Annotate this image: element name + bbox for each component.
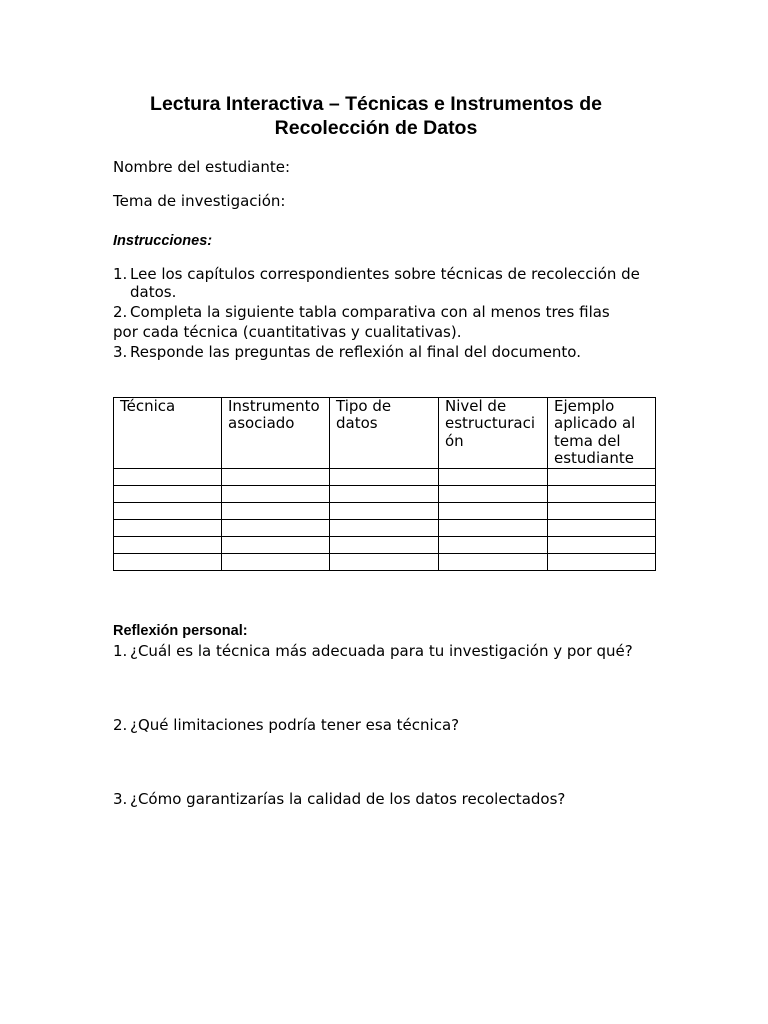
reflection-question-1 <box>113 642 633 660</box>
table-header-cell: Ejemplo aplicado al tema del estudiante <box>548 398 656 469</box>
table-cell[interactable] <box>114 468 222 485</box>
table-cell[interactable] <box>439 519 548 536</box>
table-cell[interactable] <box>330 502 439 519</box>
table-cell[interactable] <box>439 536 548 553</box>
reflection-heading: Reflexión personal: <box>113 623 248 639</box>
question-number: 2. <box>113 716 128 734</box>
table-cell[interactable] <box>114 485 222 502</box>
table-row <box>114 519 656 536</box>
instruction-item-3 <box>113 343 581 361</box>
student-name-label: Nombre del estudiante: <box>113 158 291 176</box>
table-cell[interactable] <box>548 553 656 570</box>
question-number: 3. <box>113 790 128 808</box>
table-cell[interactable] <box>114 536 222 553</box>
table-row <box>114 553 656 570</box>
question-text: ¿Qué limitaciones podría tener esa técnica? <box>130 716 460 734</box>
table-cell[interactable] <box>330 485 439 502</box>
topic-label: Tema de investigación: <box>113 192 286 210</box>
table-cell[interactable] <box>330 519 439 536</box>
reflection-question-3 <box>113 790 565 808</box>
table-cell[interactable] <box>330 468 439 485</box>
document-title-line-2: Recolección de Datos <box>274 117 478 139</box>
table-cell[interactable] <box>439 485 548 502</box>
table-cell[interactable] <box>222 485 330 502</box>
table-header-cell: Nivel de estructuración <box>439 398 548 469</box>
instruction-number: 3. <box>113 343 128 361</box>
instruction-number: 2. <box>113 303 128 321</box>
table-row <box>114 468 656 485</box>
table-row <box>114 485 656 502</box>
table-cell[interactable] <box>222 536 330 553</box>
table-header-row <box>114 398 656 469</box>
table-cell[interactable] <box>548 485 656 502</box>
instruction-text: Lee los capítulos correspondientes sobre técnicas de recolección de <box>130 265 640 283</box>
table-cell[interactable] <box>222 468 330 485</box>
table-cell[interactable] <box>439 502 548 519</box>
table-cell[interactable] <box>330 536 439 553</box>
table-cell[interactable] <box>114 502 222 519</box>
question-text: ¿Cuál es la técnica más adecuada para tu investigación y por qué? <box>130 642 633 660</box>
table-cell[interactable] <box>548 502 656 519</box>
table-row <box>114 502 656 519</box>
table-cell[interactable] <box>548 468 656 485</box>
table-cell[interactable] <box>439 468 548 485</box>
table-cell[interactable] <box>548 519 656 536</box>
comparison-table <box>113 397 656 571</box>
reflection-question-2 <box>113 716 459 734</box>
instruction-item-2-continued: por cada técnica (cuantitativas y cualitativas). <box>113 323 462 341</box>
instruction-text: Responde las preguntas de reflexión al final del documento. <box>130 343 581 361</box>
table-cell[interactable] <box>330 553 439 570</box>
table-cell[interactable] <box>114 553 222 570</box>
question-text: ¿Cómo garantizarías la calidad de los datos recolectados? <box>130 790 566 808</box>
table-row <box>114 536 656 553</box>
table-cell[interactable] <box>222 553 330 570</box>
question-number: 1. <box>113 642 128 660</box>
table-cell[interactable] <box>222 519 330 536</box>
table-cell[interactable] <box>439 553 548 570</box>
table-cell[interactable] <box>222 502 330 519</box>
instruction-item-2 <box>113 303 610 321</box>
table-cell[interactable] <box>548 536 656 553</box>
table-header-cell: Tipo de datos <box>330 398 439 469</box>
instruction-item-1 <box>113 265 640 283</box>
table-cell[interactable] <box>114 519 222 536</box>
instruction-number: 1. <box>113 265 128 283</box>
table-header-cell: Técnica <box>114 398 222 469</box>
instruction-text: Completa la siguiente tabla comparativa con al menos tres filas <box>130 303 610 321</box>
table-header-cell: Instrumento asociado <box>222 398 330 469</box>
document-title-line-1: Lectura Interactiva – Técnicas e Instrumentos de <box>150 93 602 115</box>
instructions-heading: Instrucciones: <box>113 233 213 249</box>
instruction-item-1-continued: datos. <box>130 283 177 301</box>
